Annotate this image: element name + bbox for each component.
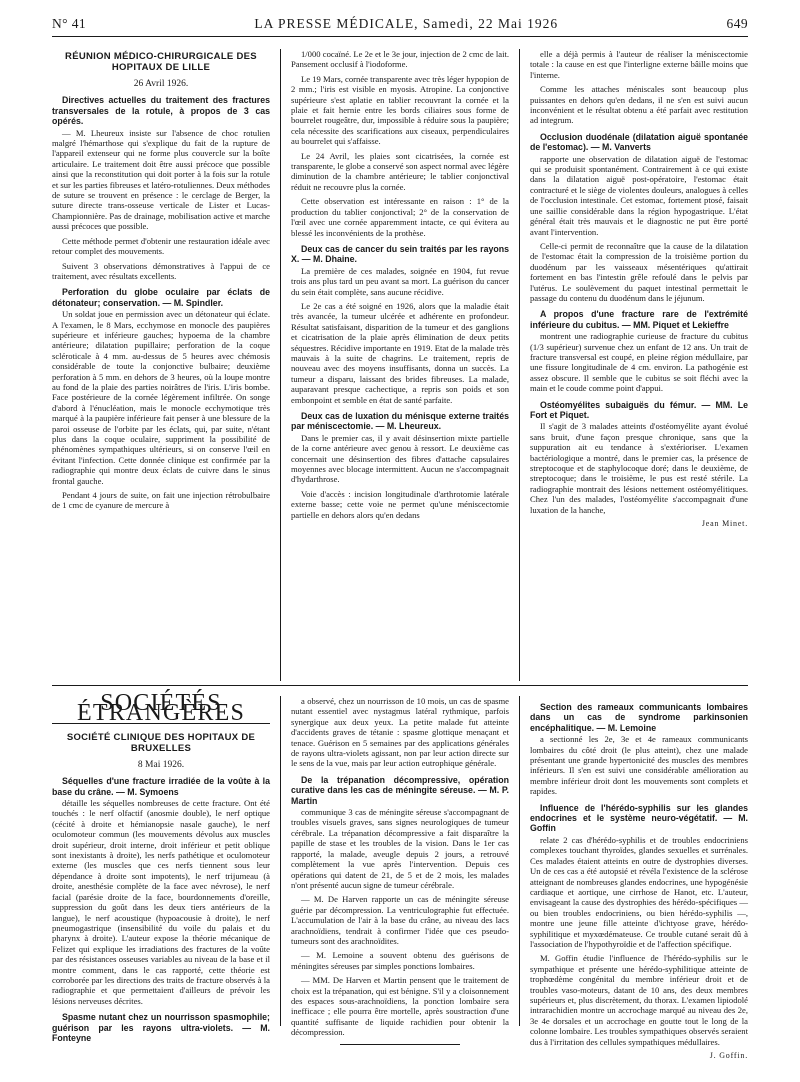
column-1 — [52, 690, 270, 1043]
section-heading: RÉUNION MÉDICO-CHIRURGICALE DES HOPITAUX DE LILLE — [65, 51, 257, 73]
article-title: Directives actuelles du traitement des fractures transversales de la rotule, à propos de 3 cas opérés. — [52, 95, 270, 127]
meeting-date: 8 Mai 1926. — [137, 759, 185, 770]
article-title: Deux cas de cancer du sein traités par les rayons X. — M. Dhaine. — [291, 243, 509, 265]
paragraph: détaille les séquelles nombreuses de cette fracture. Ont été touchés : le nerf olfactif (anosmie double), le nerf optique (cécité à droite et hémianopsie nasale gauche), le nerf oculomoteur commun (les mouvements dévolus aux muscles droit supérieur, droit interne, droit inférieur et petit oblique sont inexistants à droite), les nerfs pathétique et oculomoteur externe (les muscles que ces nerfs tiennent sous leur dépendance à droite sont impotents), le nerf trijumeau (à droite, anesthésie complète de la face avec névrose), le nerf facial (parésie droite de la face, bourdonnements d'oreille, suppression du goût dans les deux tiers antérieurs de la langue), le nerf acoustique (hypoacousie à droite), le nerf pneumogastrique (insensibilité du voile du palais et du pharynx à droite). L'auteur expose la théorie mécanique de Felizet qui explique les irradiations des fractures de la voûte par des résistances osseuses variables au niveau de la base et il montre comment, dans le cas rapporté, cette théorie est corroborée par les directions des traits de fracture observés à la radiographie et que permettaient d'ailleurs de prévoir les lésions nerveuses décrites. — [52, 798, 270, 1006]
column-divider — [519, 696, 520, 1026]
meeting-date: 26 Avril 1926. — [133, 79, 189, 89]
paragraph: Pendant 4 jours de suite, on fait une injection rétrobulbaire de 1 cmc de cyanure de mercure à — [52, 490, 270, 511]
paragraph: Comme les attaches méniscales sont beaucoup plus puissantes en dehors qu'en dedans, il ne s'en est suivi aucun inconvénient et le résultat obtenu a été parfait avec restitution ad integrum. — [530, 84, 748, 126]
paragraph: Voie d'accès : incision longitudinale d'arthrotomie latérale externe basse; cette voie ne permet qu'une méniscectomie partielle en dehors alors qu'en dedans — [291, 488, 509, 520]
paragraph: — M. Lheureux insiste sur l'absence de choc rotulien malgré l'hémarthose qui s'explique du fait de la rupture de l'appareil extenseur qui ne forme plus couvercle sur la boîte articulaire. Le traitement doit être aussi précoce que possible ainsi que la reconstitution qui doit porter à la fois sur la rotule et sur les parties fibreuses et latéro-rotuliennes. Deux méthodes de suture se trouvent en présence : le cerclage de Berger, la suture directe trans-osseuse verticale de Lister et Lucas-Championnière. Pas de drainage, mobilisation active et marche aussi précoces que possible. — [52, 127, 270, 232]
paragraph: Le 19 Mars, cornée transparente avec très léger hypopion de 2 mm.; l'iris est visible en myosis. Atropine. La conjonctive supérieure s'est aplatie en tablier recouvrant la cornée et la plaie et fait hernie entre les bords ciliaires sous forme de bourrelet rougeâtre, dur, impossible à réduire sous la paupière; cela nécessite des scarifications aux ciseaux, perpendiculaires au bourrelet qui s'affaisse. — [291, 73, 509, 147]
article-title: Spasme nutant chez un nourrisson spasmophile; guérison par les rayons ultra-violets. — M. Fonteyne — [52, 1012, 270, 1043]
paragraph: 1/000 cocaïné. Le 2e et le 3e jour, injection de 2 cmc de lait. Pansement occlusif à l'iodoforme. — [291, 49, 509, 70]
article-title: A propos d'une fracture rare de l'extrémité inférieure du cubitus. — MM. Piquet et Lekieffre — [530, 309, 748, 330]
section-rule — [52, 685, 748, 686]
paragraph: Le 24 Avril, les plaies sont cicatrisées, la cornée est transparente, le globe a conservé son aspect normal avec légère diminution de la chambre antérieure; le tablier conjonctival réduit ne recouvre plus la cornée. — [291, 150, 509, 192]
article-title: Deux cas de luxation du ménisque externe traités par méniscectomie. — M. Lheureux. — [291, 411, 509, 432]
article-title: Occlusion duodénale (dilatation aiguë spontanée de l'estomac). — M. Vanverts — [530, 131, 748, 153]
paragraph: elle a déjà permis à l'auteur de réaliser la méniscectomie totale : la cause en est que l'interligne externe bâille moins que l'interne. — [530, 49, 748, 80]
running-header — [52, 10, 748, 37]
paragraph: M. Goffin étudie l'influence de l'hérédo-syphilis sur le sympathique et présente une hérédo-syphilitique atteinte de trophœdème congénital du membre inférieur droit et de troubles vaso-moteurs, datant de 10 ans, des deux membres supérieurs et, plus discrètement, du thorax. L'examen lipiodolé intrarachidien montre un accrochage marqué au niveau des 2e, 3e 4e dorsales et un accrochage en goutte tout le long de la colonne lombaire. Les troubles sympathiques observés seraient dus à l'irritation des cellules sympathiques médullaires. — [530, 953, 748, 1047]
paragraph: relate 2 cas d'hérédo-syphilis et de troubles endocriniens complexes touchant thyroïdes, glandes sexuelles et surrénales. Ces malades étaient atteints en outre de dystrophies diverses. Un de ces cas a été autopsié et révéla l'existence de la sclérose atteignant de nombreuses glandes endocrines, une hypogénésie cardiaque et aortique, une cirrhose de Hanot, etc. L'auteur, envisageant la cause des dystrophies des hérédo-spécifiques — ou bien troubles endocriniens, ou bien hérédo-syphilis —, montre une jeune fille atteinte d'ichtyose grave, hérédo-syphilitique et myxœdémateuse. Ce trouble cutané serait dû à l'association de l'hypothyroïdie et de l'affection spécifique. — [530, 834, 748, 949]
column-divider — [280, 696, 281, 1026]
article-title: Section des rameaux communicants lombaires dans un cas de syndrome parkinsonien encéphalitique. — M. Lemoine — [530, 702, 748, 733]
paragraph: La première de ces malades, soignée en 1904, fut revue trois ans plus tard un peu avant sa mort. La guérison du cancer du sein était complète, sans aucune récidive. — [291, 265, 509, 297]
paragraph: communique 3 cas de méningite séreuse s'accompagnant de troubles visuels graves, sans signes neurologiques de tumeur cérébrale. La trépanation décompressive a fait disparaître la papille de stase et les troubles de la vision. Dans le 1er cas rapporté, la malade, aveugle depuis 2 jours, a retrouvé complètement la vue après l'intervention. Depuis ces opérations qui datent de 21, de 5 et de 2 mois, les malades n'ont présenté aucun signe de tumeur cérébrale. — [291, 807, 509, 890]
paragraph: Il s'agit de 3 malades atteints d'ostéomyélite ayant évolué sans bruit, d'une façon presque chronique, sans que la suppuration ait eu tendance à s'extérioriser. L'examen bactériologique a montré, dans le premier cas, la présence de streptocoque et de staphylocoque doré; dans le deuxième, de streptocoque; dans le troisième, le pus est resté stérile. La radiographie montrait des lésions nettement ostéomyélitiques. Chez l'un des malades, l'ostéomyélite s'accompagnait d'une luxation de la hanche, — [530, 421, 748, 515]
paragraph: — MM. De Harven et Martin pensent que le traitement de choix est la trépanation, qui est bénigne. S'il y a cloisonnement des espaces sous-arachnoïdiens, la ponction lombaire sera inefficace ; elle pourra être mortelle, après soustraction d'une quantité suffisante de liquide rachidien pour obtenir la décompression. — [291, 975, 509, 1038]
section-heading-large: SOCIÉTÉS ÉTRANGÈRES — [52, 698, 270, 724]
paragraph: Cette méthode permet d'obtenir une restauration idéale avec retour complet des mouvements. — [52, 235, 270, 257]
article-title: Influence de l'hérédo-syphilis sur les glandes endocrines et le système neuro-végétatif. — M. Goffin — [530, 802, 748, 834]
paragraph: Un soldat joue en permission avec un détonateur qui éclate. A l'examen, le 8 Mars, ecchymose en monocle des paupières supérieure et inférieure gauches; hypoema de la chambre antérieure; dilatation pupillaire; perforation de la coque scléroticale à 4 mm. au-dessus de 5 heures avec chémosis considérable de toute la conjonctive bulbaire; deuxième perforation à 5 mm. en dehors de 3 heures, où la loupe montre au fond de la plaie des parties noirâtres de l'iris. L'iris bombe. Face postérieure de la cornée légèrement infiltrée. On songe d'abord à l'énucléation, mais le monocle ecchymotique très marqué à la paupière inférieure fait penser à une blessure de la paroi osseuse de l'orbite par les éclats, qui, par suite, n'étant plus dans la coque oculaire, suppriment la possibilité de phénomènes sympathiques ultérieurs, si on conserve l'œil en évitant l'infection. Cette donnée clinique est confirmée par la radiographie qui montre deux éclats de cuivre dans le sinus frontal gauche. — [52, 309, 270, 486]
column-divider — [519, 49, 520, 681]
article-title: De la trépanation décompressive, opération curative dans les cas de méningite séreuse. — M. P. Martin — [291, 774, 509, 806]
paragraph: montrent une radiographie curieuse de fracture du cubitus (1/3 supérieur) survenue chez un enfant de 12 ans. Un trait de fracture transversal est coupé, en pleine région médullaire, par une fissure longitudinale de 4 cm. environ. La pathogénie est assez obscure. Il semble que le cubitus se soit fléchi avec la main et le coude comme point d'appui. — [530, 331, 748, 394]
paragraph: — M. De Harven rapporte un cas de méningite séreuse guérie par décompression. La ventriculographie fut effectuée. L'accumulation de l'air à la base du crâne, au niveau des lacs arachnoïdiens, tendrait à confirmer l'idée que ces pseudo-tumeurs sont des arachnoïdites. — [291, 894, 509, 946]
paragraph: rapporte une observation de dilatation aiguë de l'estomac qui se produisit spontanément. Contrairement à ce qui existe dans la dilatation aiguë post-opératoire, l'estomac était contracturé et le siège de violentes douleurs, analogues à celles de l'occlusion intestinale. Cet estomac, fortement ptosé, faisait une saillie considérable dans la région hypogastrique. L'état général était très mauvais et le diagnostic ne put être porté avant l'intervention. — [530, 153, 748, 237]
author-signature: J. Goffin. — [709, 1051, 748, 1060]
column-3 — [530, 49, 748, 681]
paragraph: — M. Lemoine a souvent obtenu des guérisons de méningites séreuses par simples ponctions lombaires. — [291, 950, 509, 971]
column-1 — [52, 49, 270, 681]
journal-title: LA PRESSE MÉDICALE, Samedi, 22 Mai 1926 — [254, 16, 559, 31]
column-2 — [291, 696, 509, 1038]
paragraph: a sectionné les 2e, 3e et 4e rameaux communicants lombaires du côté droit (le plus atteint), chez une malade présentant une grande hypertonicité des muscles des membres inférieurs. Il s'en est suivi une considérable amélioration au membre inférieur droit dont les mouvements sont complets et rapides. — [530, 734, 748, 797]
paragraph: Celle-ci permit de reconnaître que la cause de la dilatation de l'estomac était la compression de la troisième portion du duodénum par les vaisseaux mésentériques qu'attirait fortement en bas l'intestin grêle refoulé dans le pelvis par l'utérus. Le soulèvement du paquet intestinal permettait le passage du contenu du duodénum dans le jéjunum. — [530, 240, 748, 303]
article-title: Perforation du globe oculaire par éclats de détonateur; conservation. — M. Spindler. — [52, 287, 270, 308]
paragraph: Cette observation est intéressante en raison : 1° de la production du tablier conjonctival; 2° de la conservation de l'œil avec une cornée apparemment intacte, ce qui évitera au blessé les inconvénients de la prothèse. — [291, 196, 509, 238]
paragraph: Le 2e cas a été soigné en 1926, alors que la maladie était très avancée, la tumeur ulcérée et adhérente en profondeur. Résultat satisfaisant, disparition de la tumeur et des ganglions et cicatrisation de la plaie après élimination de deux petits séquestres. Récidive importante en 1919. Etat de la malade très mauvais à la suite de chagrins. Le traitement, repris de nouveau avec des moyens insuffisants, donna un succès. La tumeur a disparu, laissant des brides fibreuses. La malade, auparavant presque cachectique, a repris son poids et son embonpoint et semble en état de santé parfaite. — [291, 300, 509, 405]
column-2 — [291, 49, 509, 681]
article-title: Séquelles d'une fracture irradiée de la voûte à la base du crâne. — M. Symoens — [52, 776, 270, 797]
paragraph: Suivent 3 observations démonstratives à l'appui de ce traitement, avec résultats excellents. — [52, 260, 270, 281]
lille-section — [52, 37, 748, 681]
paragraph: a observé, chez un nourrisson de 10 mois, un cas de spasme nutant essentiel avec nystagmus latéral rythmique, parfois synergique aux deux yeux. La petite malade fut atteinte d'accidents graves de tétanie : spasme glottique menaçant et tenace. Guérison en 5 semaines par des applications générales de rayons ultra-violets agissant, non par leur action directe sur le sens de la vue, mais par leur action eutrophique générale. — [291, 696, 509, 769]
end-rule — [340, 1044, 460, 1045]
paragraph: Dans le premier cas, il y avait désinsertion mixte partielle de la corne antérieure avec genou à ressort. Le deuxième cas concernait une désinsertion des fibres d'attache capsulaires moyennes avec blocage intermittent. Aucun ne s'accompagnait d'hydarthrose. — [291, 432, 509, 485]
article-title: Ostéomyélites subaiguës du fémur. — MM. Le Fort et Piquet. — [530, 399, 748, 420]
issue-number: N° 41 — [52, 16, 87, 31]
column-divider — [280, 49, 281, 681]
page-number: 649 — [726, 16, 748, 31]
foreign-section — [52, 690, 748, 1060]
society-heading: SOCIÉTÉ CLINIQUE DES HOPITAUX DE BRUXELLES — [66, 731, 256, 754]
author-signature: Jean Minet. — [701, 519, 748, 529]
column-3 — [530, 696, 748, 1060]
